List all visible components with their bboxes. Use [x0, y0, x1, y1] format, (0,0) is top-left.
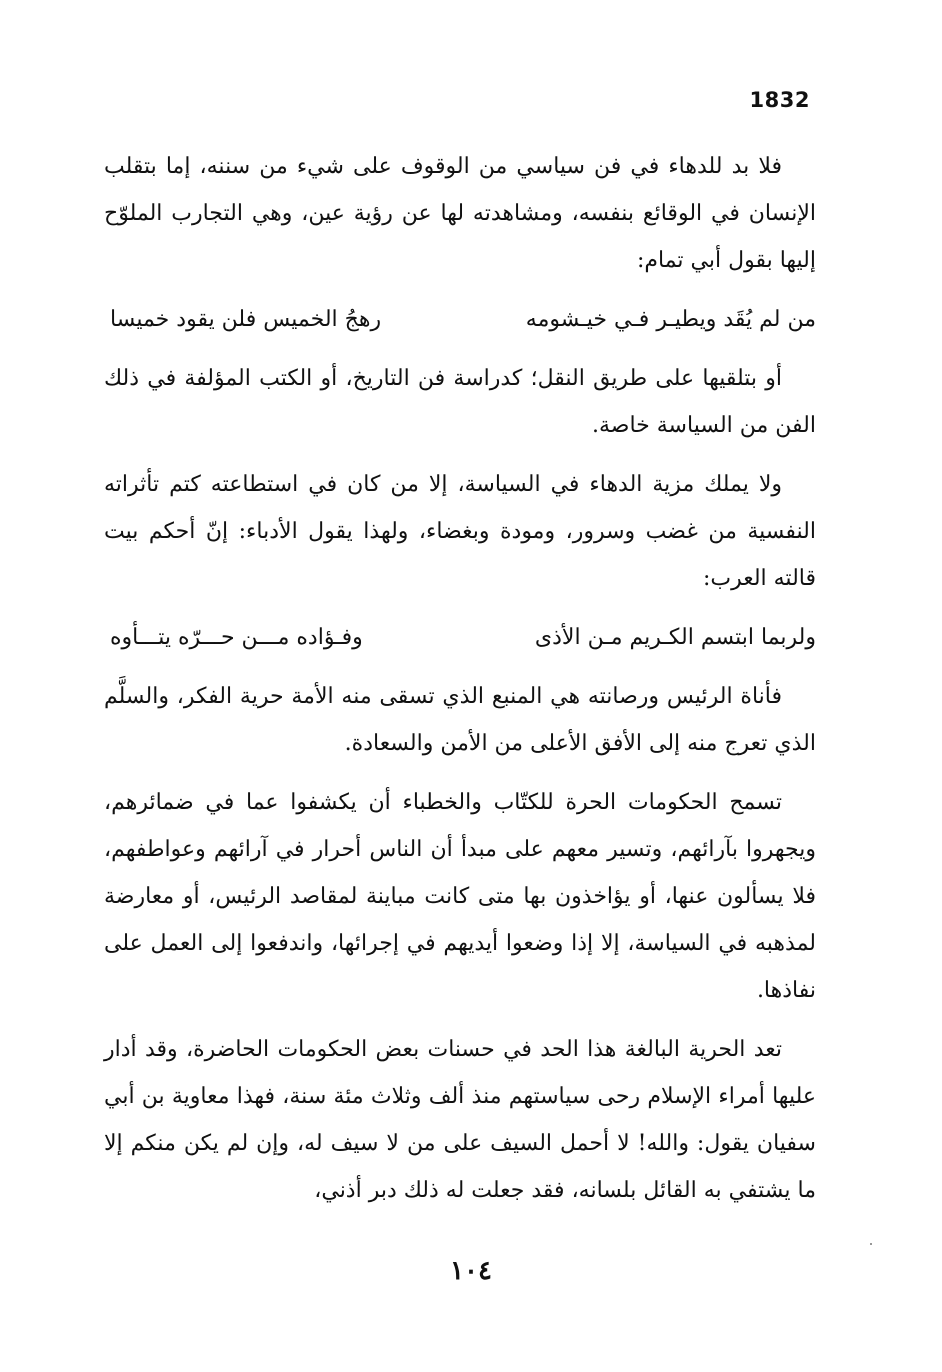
verse-2-second-hemistich: وفـؤاده مـــن حـــرّه يتـــأوه	[110, 625, 363, 650]
body-text	[104, 143, 816, 1224]
print-speck	[870, 1243, 872, 1245]
page-id-number: 1832	[749, 88, 810, 112]
paragraph-3: ولا يملك مزية الدهاء في السياسة، إلا من كان في استطاعته كتم تأثراته النفسية من غضب وسرور، ومودة وبغضاء، ولهذا يقول الأدباء: إنّ أحكم بيت قالته العرب:	[104, 472, 816, 591]
paragraph-1: فلا بد للدهاء في فن سياسي من الوقوف على شيء من سننه، إما بتقلب الإنسان في الوقائع بنفسه، ومشاهدته لها عن رؤية عين، وهي التجارب الملوّح إليها بقول أبي تمام:	[104, 154, 816, 273]
paragraph-6: تعد الحرية البالغة هذا الحد في حسنات بعض الحكومات الحاضرة، وقد أدار عليها أمراء الإسلام رحى سياستهم منذ ألف وثلاث مئة سنة، فهذا معاوية بن أبي سفيان يقول: والله! لا أحمل السيف على من لا سيف له، وإن لم يكن منكم إلا ما يشتفي به القائل بلسانه، فقد جعلت له ذلك دبر أذني،	[104, 1037, 816, 1203]
paragraph-4: فأناة الرئيس ورصانته هي المنبع الذي تسقى منه الأمة حرية الفكر، والسلَّم الذي تعرج منه إلى الأفق الأعلى من الأمن والسعادة.	[104, 684, 816, 756]
paragraph-2: أو بتلقيها على طريق النقل؛ كدراسة فن التاريخ، أو الكتب المؤلفة في ذلك الفن من السياسة خاصة.	[104, 366, 816, 438]
verse-1-second-hemistich: رهجُ الخميس فلن يقود خميسا	[110, 307, 382, 332]
verse-1	[104, 296, 816, 343]
verse-2	[104, 614, 816, 661]
verse-2-first-hemistich: ولربما ابتسم الكـريم مـن الأذى	[534, 625, 816, 650]
folio-page-number: ١٠٤	[450, 1256, 492, 1286]
paragraph-5: تسمح الحكومات الحرة للكتّاب والخطباء أن يكشفوا عما في ضمائرهم، ويجهروا بآرائهم، وتسير معهم على مبدأ أن الناس أحرار في آرائهم وعواطفهم، فلا يسألون عنها، أو يؤاخذون بها متى كانت مباينة لمقاصد الرئيس، أو معارضة لمذهبه في السياسة، إلا إذا وضعوا أيديهم في إجرائها، واندفعوا إلى العمل على نفاذها.	[104, 790, 816, 1003]
verse-1-first-hemistich: من لم يُقَد ويطيـر فـي خيـشومه	[525, 307, 816, 332]
